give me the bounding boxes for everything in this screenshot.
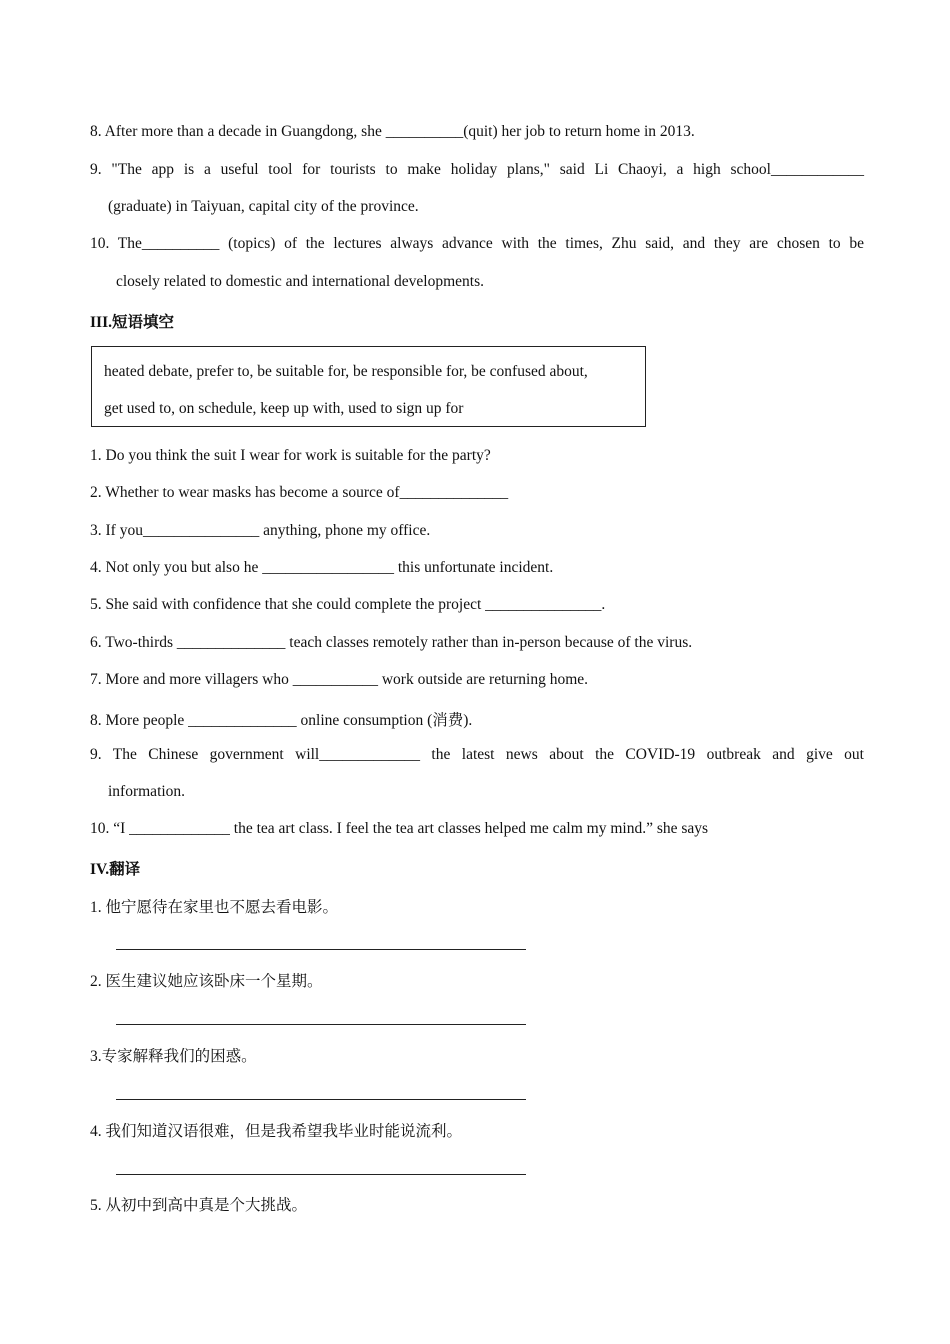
- phrase-item-8: 8. More people ______________ online consumption (消费).: [90, 712, 473, 729]
- answer-line-1[interactable]: [116, 949, 526, 950]
- item-text: The__________ (topics) of the lectures always advance with the times, Zhu said, and they are chosen to be: [117, 235, 864, 252]
- translation-item-3: 3.专家解释我们的困惑。: [90, 1048, 257, 1065]
- answer-line-3[interactable]: [116, 1099, 526, 1100]
- translation-item-5: 5. 从初中到高中真是个大挑战。: [90, 1197, 308, 1214]
- word-bank-line2: get used to, on schedule, keep up with, used to sign up for: [104, 400, 464, 417]
- phrase-item-10: 10. “I _____________ the tea art class. I feel the tea art classes helped me calm my mind.” she says: [90, 820, 709, 837]
- section-title-phrases: III.短语填空: [90, 314, 174, 331]
- item-10-line2: closely related to domestic and international developments.: [116, 273, 485, 290]
- section-title-translation: IV.翻译: [90, 861, 141, 878]
- phrase-item-9-line2: information.: [108, 783, 186, 800]
- item-number: 9.: [90, 161, 102, 178]
- word-bank-line1: heated debate, prefer to, be suitable for, be responsible for, be confused about,: [104, 363, 588, 380]
- translation-item-4: 4. 我们知道汉语很难，但是我希望我毕业时能说流利。: [90, 1123, 463, 1140]
- item-10-line1: [90, 235, 864, 253]
- item-text: "The app is a useful tool for tourists to make holiday plans," said Li Chaoyi, a high school____________: [111, 161, 864, 178]
- item-number: 8.: [90, 123, 102, 140]
- item-9-line2: (graduate) in Taiyuan, capital city of the province.: [108, 198, 419, 215]
- translation-item-1: 1. 他宁愿待在家里也不愿去看电影。: [90, 899, 339, 916]
- phrase-item-4: 4. Not only you but also he _________________ this unfortunate incident.: [90, 559, 554, 576]
- phrase-item-7: 7. More and more villagers who ___________ work outside are returning home.: [90, 671, 589, 688]
- word-bank-box: [91, 346, 646, 427]
- phrase-item-6: 6. Two-thirds ______________ teach classes remotely rather than in-person because of the virus.: [90, 634, 693, 651]
- item-9-line1: [90, 161, 864, 179]
- item-text: After more than a decade in Guangdong, she __________(quit) her job to return home in 2013.: [104, 123, 695, 140]
- phrase-item-3: 3. If you_______________ anything, phone my office.: [90, 522, 431, 539]
- item-number: 10.: [90, 235, 110, 252]
- phrase-item-9-line1: 9. The Chinese government will_____________ the latest news about the COVID-19 outbreak and give out: [90, 746, 864, 763]
- translation-item-2: 2. 医生建议她应该卧床一个星期。: [90, 973, 323, 990]
- phrase-item-2: 2. Whether to wear masks has become a source of______________: [90, 484, 509, 501]
- phrase-item-5: 5. She said with confidence that she could complete the project _______________.: [90, 596, 606, 613]
- answer-line-4[interactable]: [116, 1174, 526, 1175]
- phrase-item-1: 1. Do you think the suit I wear for work is suitable for the party?: [90, 447, 491, 464]
- item-8: [90, 123, 695, 141]
- answer-line-2[interactable]: [116, 1024, 526, 1025]
